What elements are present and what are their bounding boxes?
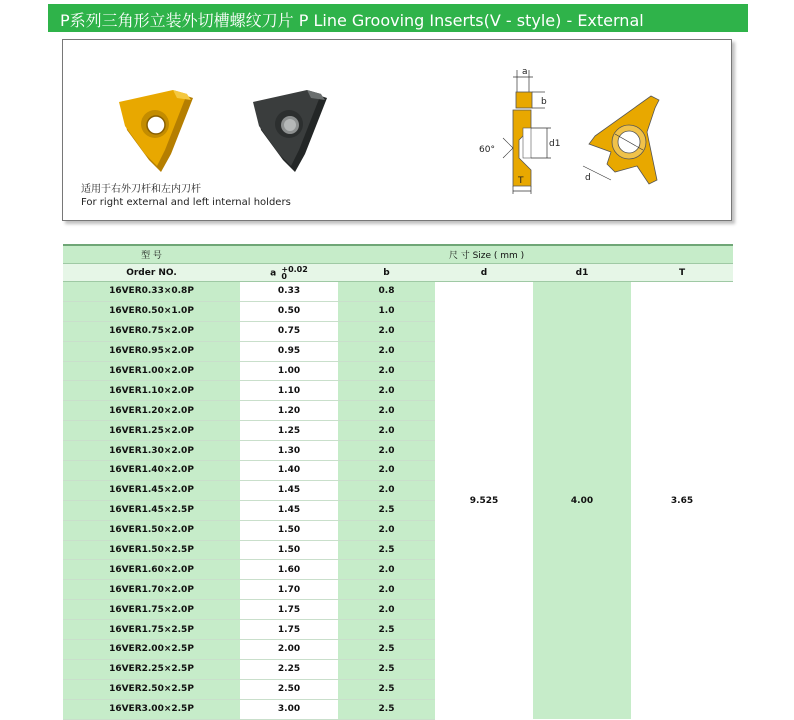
cell-a: 1.50 — [240, 520, 338, 540]
gold-insert-image — [115, 90, 195, 176]
cell-b: 2.0 — [338, 520, 435, 540]
cell-a: 1.00 — [240, 361, 338, 381]
cell-order-no: 16VER1.45×2.0P — [63, 480, 240, 500]
cell-order-no: 16VER2.50×2.5P — [63, 679, 240, 699]
col-header-a-letter: a — [270, 268, 277, 278]
cell-a: 1.25 — [240, 421, 338, 441]
cell-a: 3.00 — [240, 699, 338, 719]
cell-d1: 4.00 — [533, 282, 631, 720]
cell-a: 1.45 — [240, 480, 338, 500]
col-header-order: Order NO. — [63, 264, 240, 282]
cell-b: 1.0 — [338, 301, 435, 321]
cell-b: 2.5 — [338, 679, 435, 699]
cell-a: 1.10 — [240, 381, 338, 401]
cell-a: 2.00 — [240, 640, 338, 660]
table-body — [63, 282, 733, 720]
cell-order-no: 16VER1.45×2.5P — [63, 500, 240, 520]
cell-b: 2.5 — [338, 699, 435, 719]
col-header-a — [240, 264, 338, 282]
caption-en: For right external and left internal holders — [81, 197, 291, 208]
a-tolerance — [281, 266, 307, 280]
col-header-d: d — [435, 264, 533, 282]
cell-b: 2.0 — [338, 381, 435, 401]
a-tolerance-lower: 0 — [281, 271, 287, 281]
dim-T-label: T — [518, 176, 524, 186]
a-tolerance-upper: +0.02 — [281, 264, 308, 274]
cell-a: 1.20 — [240, 401, 338, 421]
dim-angle-label: 60° — [479, 145, 495, 155]
cell-b: 2.0 — [338, 560, 435, 580]
cell-order-no: 16VER1.50×2.0P — [63, 520, 240, 540]
cell-a: 1.60 — [240, 560, 338, 580]
cell-b: 2.5 — [338, 500, 435, 520]
cell-order-no: 16VER0.75×2.0P — [63, 321, 240, 341]
cell-b: 2.5 — [338, 620, 435, 640]
cell-d: 9.525 — [435, 282, 533, 720]
col-header-b: b — [338, 264, 435, 282]
product-panel — [62, 39, 732, 221]
cell-order-no: 16VER1.40×2.0P — [63, 461, 240, 481]
cell-a: 0.75 — [240, 321, 338, 341]
dark-insert-image — [249, 90, 329, 176]
holder-caption — [81, 183, 291, 209]
cell-order-no: 16VER0.95×2.0P — [63, 341, 240, 361]
cell-a: 2.50 — [240, 679, 338, 699]
cell-a: 0.95 — [240, 341, 338, 361]
page-title: P系列三角形立装外切槽螺纹刀片 P Line Grooving Inserts(V - style) - External — [60, 11, 644, 30]
header-model: 型 号 — [63, 245, 240, 264]
cell-b: 2.5 — [338, 659, 435, 679]
header-bar — [48, 4, 748, 32]
cell-b: 2.0 — [338, 361, 435, 381]
dim-a-label: a — [522, 67, 528, 77]
caption-cn: 适用于右外刀杆和左内刀杆 — [81, 184, 201, 195]
dim-d-label: d — [585, 173, 591, 183]
cell-a: 1.70 — [240, 580, 338, 600]
cell-order-no: 16VER1.20×2.0P — [63, 401, 240, 421]
cell-order-no: 16VER3.00×2.5P — [63, 699, 240, 719]
cell-a: 1.50 — [240, 540, 338, 560]
cell-order-no: 16VER2.00×2.5P — [63, 640, 240, 660]
cell-a: 0.33 — [240, 282, 338, 302]
dim-b-label: b — [541, 97, 547, 107]
cell-order-no: 16VER0.33×0.8P — [63, 282, 240, 302]
cell-b: 2.0 — [338, 600, 435, 620]
cell-b: 2.0 — [338, 441, 435, 461]
cell-order-no: 16VER1.25×2.0P — [63, 421, 240, 441]
cell-T: 3.65 — [631, 282, 733, 720]
col-header-d1: d1 — [533, 264, 631, 282]
cell-order-no: 16VER1.10×2.0P — [63, 381, 240, 401]
cell-order-no: 16VER0.50×1.0P — [63, 301, 240, 321]
cell-b: 2.0 — [338, 461, 435, 481]
header-size: 尺 寸 Size ( mm ) — [240, 245, 733, 264]
cell-b: 2.0 — [338, 480, 435, 500]
cell-order-no: 16VER2.25×2.5P — [63, 659, 240, 679]
cell-b: 2.0 — [338, 580, 435, 600]
cell-b: 2.5 — [338, 540, 435, 560]
cell-a: 1.75 — [240, 600, 338, 620]
front-view-diagram — [581, 92, 677, 188]
cell-a: 1.45 — [240, 500, 338, 520]
table-header-row-2 — [63, 264, 733, 282]
cell-b: 2.0 — [338, 321, 435, 341]
cell-b: 0.8 — [338, 282, 435, 302]
table-row — [63, 282, 733, 302]
cell-a: 0.50 — [240, 301, 338, 321]
table-header-row-1 — [63, 245, 733, 264]
cell-b: 2.5 — [338, 640, 435, 660]
cell-a: 1.75 — [240, 620, 338, 640]
cell-order-no: 16VER1.00×2.0P — [63, 361, 240, 381]
spec-table — [63, 244, 733, 720]
cell-b: 2.0 — [338, 401, 435, 421]
dim-d1-label: d1 — [549, 139, 561, 149]
cell-order-no: 16VER1.50×2.5P — [63, 540, 240, 560]
cell-order-no: 16VER1.70×2.0P — [63, 580, 240, 600]
cell-b: 2.0 — [338, 421, 435, 441]
cell-order-no: 16VER1.60×2.0P — [63, 560, 240, 580]
cell-order-no: 16VER1.75×2.5P — [63, 620, 240, 640]
cell-a: 2.25 — [240, 659, 338, 679]
cell-a: 1.30 — [240, 441, 338, 461]
cell-a: 1.40 — [240, 461, 338, 481]
cell-order-no: 16VER1.30×2.0P — [63, 441, 240, 461]
side-view-diagram — [473, 62, 583, 192]
cell-b: 2.0 — [338, 341, 435, 361]
cell-order-no: 16VER1.75×2.0P — [63, 600, 240, 620]
col-header-T: T — [631, 264, 733, 282]
